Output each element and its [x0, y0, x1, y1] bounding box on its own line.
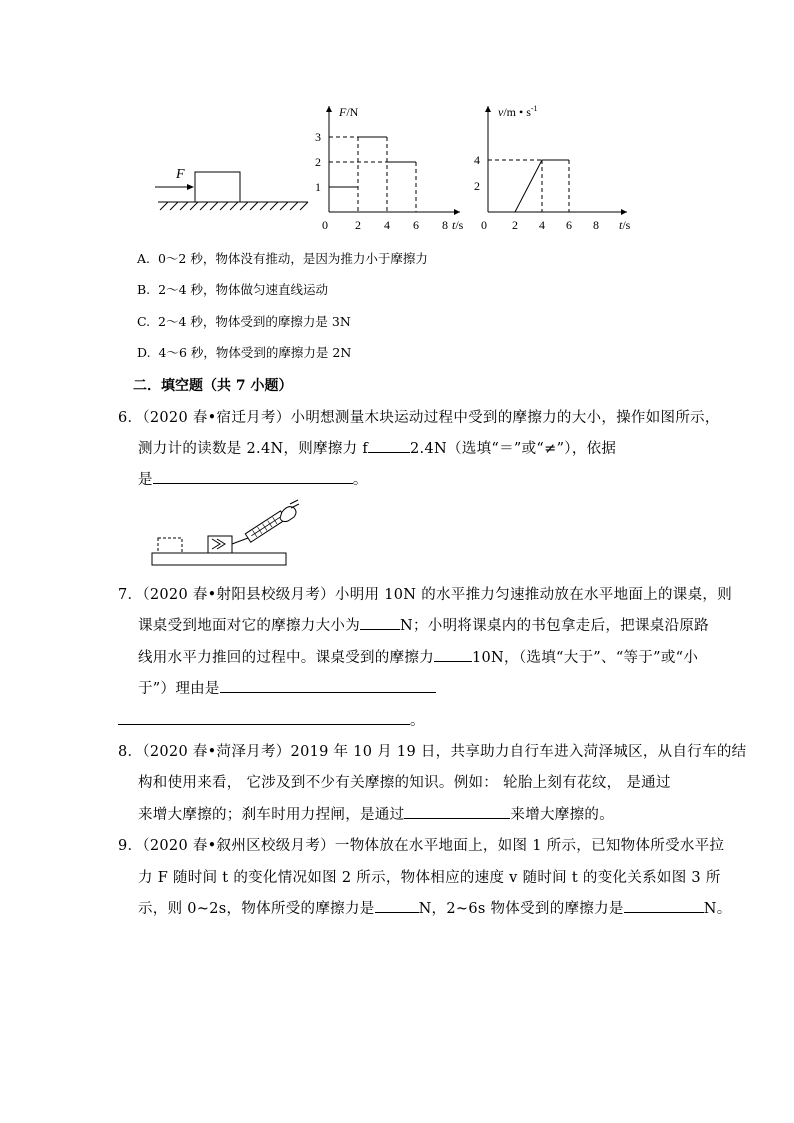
x-tick-label: 2 [355, 218, 361, 230]
option-d [137, 343, 351, 361]
x-tick-label: 4 [384, 218, 390, 230]
option-text: 0～2 秒，物体没有推动，是因为推力小于摩擦力 [157, 251, 428, 266]
option-letter: C. [137, 314, 151, 329]
spring-scale-figure [150, 498, 300, 570]
q6-blank-2[interactable] [153, 468, 353, 484]
q9-line-1: 9．（2020 春•叙州区校级月考）一物体放在水平地面上，如图 1 所示，已知物体所受水平拉 [118, 838, 725, 854]
x-tick-label: 2 [512, 218, 518, 230]
x-tick-label: 6 [566, 218, 572, 230]
board [152, 553, 286, 565]
y-tick-label: 4 [474, 153, 480, 167]
y-axis-label: F/N [339, 105, 359, 119]
x-tick-label: 8 [593, 218, 599, 230]
option-text: 2～4 秒，物体受到的摩擦力是 3N [158, 314, 351, 329]
q7-line-1: 7．（2020 春•射阳县校级月考）小明用 10N 的水平推力匀速推动放在水平地面上的课桌，则 [118, 587, 732, 603]
option-text: 4～6 秒，物体受到的摩擦力是 2N [158, 345, 352, 360]
option-letter: D. [137, 345, 151, 360]
x-tick-label: 0 [322, 218, 328, 230]
q7-line-2: 课桌受到地面对它的摩擦力大小为 N；小明将课桌内的书包拿走后，把课桌沿原路 [138, 614, 709, 635]
y-tick-label: 2 [315, 155, 321, 169]
q7-line-4: 于”）理由是 [138, 677, 436, 698]
q9-line-3: 示，则 0~2s，物体所受的摩擦力是 N，2~6s 物体受到的摩擦力是 N。 [138, 897, 732, 918]
ground-hatching [160, 202, 308, 210]
q9-blank-2[interactable] [624, 897, 704, 913]
option-a [137, 249, 428, 267]
x-axis-label: t/s [452, 218, 464, 230]
velocity-time-chart [462, 100, 637, 230]
option-text: 2～4 秒，物体做匀速直线运动 [158, 282, 329, 297]
x-tick-label: 8 [442, 218, 448, 230]
start-position-outline [158, 538, 182, 553]
section-title: 二．填空题（共 7 小题） [133, 378, 293, 394]
q7-line-3: 线用水平力推回的过程中。课桌受到的摩擦力 10N，（选填“大于”、“等于”或“小 [138, 646, 698, 667]
q6-line-3: 是 。 [138, 468, 368, 489]
q8-line-2: 构和使用来看， 它涉及到不少有关摩擦的知识。例如： 轮胎上刻有花纹， 是通过 [138, 775, 671, 791]
option-letter: A. [137, 251, 151, 266]
y-axis-label: v/m • $s^{-1}$ [498, 104, 538, 119]
y-tick-label: 1 [315, 180, 321, 194]
q6-line-1: 6．（2020 春•宿迁月考）小明想测量木块运动过程中受到的摩擦力的大小，操作如图所示， [118, 410, 720, 426]
q9-line-2: 力 F 随时间 t 的变化情况如图 2 所示，物体相应的速度 v 随时间 t 的变化关系如图 3 所 [138, 870, 721, 886]
hand [280, 507, 296, 522]
x-tick-label: 6 [413, 218, 419, 230]
q7-blank-3[interactable] [220, 677, 436, 693]
x-axis-label: t/s [619, 218, 631, 230]
y-tick-label: 2 [474, 179, 480, 193]
q8-line-1: 8．（2020 春•菏泽月考）2019 年 10 月 19 日，共享助力自行车进入菏泽城区，从自行车的结 [118, 744, 747, 760]
q7-line-5: 。 [118, 709, 425, 730]
force-label: F [176, 167, 185, 182]
q6-line-2: 测力计的读数是 2.4N，则摩擦力 f 2.4N（选填“＝”或“≠”），依据 [138, 437, 616, 458]
force-time-chart [300, 100, 470, 230]
block-figure [150, 160, 312, 216]
option-c [137, 312, 351, 330]
q8-blank-1[interactable] [404, 803, 510, 819]
y-tick-label: 3 [315, 130, 321, 144]
option-b [137, 280, 328, 298]
q9-blank-1[interactable] [375, 897, 419, 913]
q8-line-3: 来增大摩擦的；刹车时用力捏闸，是通过 来增大摩擦的。 [138, 803, 614, 824]
spring-scale [245, 511, 286, 542]
block [195, 172, 240, 202]
q7-blank-2[interactable] [434, 646, 472, 662]
x-tick-label: 4 [539, 218, 545, 230]
q7-blank-4[interactable] [118, 709, 410, 725]
x-tick-label: 0 [481, 218, 487, 230]
q6-blank-1[interactable] [368, 437, 410, 453]
q7-blank-1[interactable] [360, 614, 400, 630]
option-letter: B. [137, 282, 151, 297]
